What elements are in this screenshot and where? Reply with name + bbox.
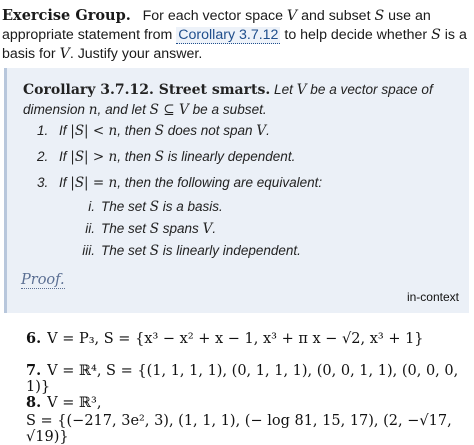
item-text: If [59, 175, 71, 190]
item-math: |S| > n [70, 149, 118, 165]
intro-text: and subset [297, 8, 375, 24]
intro-text: to help decide whether [280, 27, 432, 43]
math-V: V [296, 82, 307, 98]
exercise-number: 8. [26, 394, 42, 411]
subitem-number: iii. [82, 243, 95, 258]
corollary-statement: be a subset. [188, 102, 267, 117]
in-context-link[interactable]: in-context [406, 290, 459, 304]
exercise-math: V = P₃, S = {x³ − x² + x − 1, x³ + π x − √2, x³ + 1} [47, 331, 424, 347]
corollary-statement: be a vector space of dimension [23, 82, 433, 117]
item-text: If [59, 149, 71, 164]
subitem-text: The set [101, 221, 150, 236]
subitem-math: V [202, 221, 213, 237]
subitem-text: The set [101, 243, 150, 258]
item-math: |S| < n [70, 123, 118, 139]
exercise-item [26, 362, 474, 395]
corollary-header [23, 80, 463, 120]
corollary-statement: Let [274, 82, 297, 97]
exercise-number: 6. [26, 330, 42, 347]
math-V: V [59, 46, 70, 62]
sub-list-item [77, 199, 223, 215]
math-n: n [88, 102, 98, 118]
subitem-text: spans [159, 221, 203, 236]
math-S: S [431, 27, 441, 43]
corollary-statement: , and let [97, 102, 150, 117]
item-text: . [266, 123, 270, 138]
item-math: V [256, 123, 267, 139]
subitem-text: The set [101, 199, 150, 214]
list-item [37, 174, 322, 192]
subitem-math: S [149, 199, 160, 215]
corollary-box [4, 68, 469, 313]
item-text: does not span [163, 123, 257, 138]
subitem-number: ii. [85, 221, 95, 236]
exercise-intro [2, 6, 470, 64]
intro-text: is a basis for [2, 27, 467, 62]
item-text: , then [117, 149, 155, 164]
item-text: , then the following are equivalent: [117, 175, 323, 190]
corollary-title: Corollary 3.7.12. Street smarts. [23, 82, 271, 98]
subitem-text: is a basis. [159, 199, 223, 214]
item-number: 2. [37, 149, 49, 164]
item-math: S [154, 149, 164, 165]
corollary-link[interactable]: Corollary 3.7.12 [178, 27, 279, 43]
math-V: V [286, 8, 298, 24]
exercise-item [26, 330, 424, 347]
item-math: |S| = n [70, 175, 118, 191]
exercise-math: V = ℝ³, [47, 395, 102, 411]
item-text: If [59, 123, 71, 138]
sub-list-item [77, 243, 301, 259]
subitem-math: S [149, 243, 160, 259]
exercise-number: 7. [26, 362, 42, 379]
subitem-math: S [149, 221, 160, 237]
math-subset: S ⊆ V [149, 102, 189, 118]
subitem-text: is linearly independent. [159, 243, 301, 258]
intro-text: For each vector space [142, 8, 287, 24]
exercise-group-title: Exercise Group. [2, 7, 131, 24]
item-text: is linearly dependent. [163, 149, 296, 164]
sub-list-item [77, 221, 216, 237]
item-math: S [154, 123, 164, 139]
item-number: 3. [37, 175, 49, 190]
proof-link[interactable]: Proof. [21, 272, 65, 288]
exercise-math: V = ℝ⁴, S = {(1, 1, 1, 1), (0, 1, 1, 1), (0, 0, 1, 1), (0, 0, 0, 1)} [26, 363, 459, 395]
exercise-item-line2 [26, 413, 474, 445]
subitem-number: i. [88, 199, 95, 214]
exercise-item [26, 394, 101, 411]
list-item [37, 148, 295, 166]
exercise-math: S = {(−217, 3e², 3), (1, 1, 1), (− log 81, 15, 17), (2, −√17, √19)} [26, 413, 452, 445]
list-item [37, 122, 270, 140]
math-S: S [374, 8, 385, 24]
intro-text: use an appropriate statement from [2, 8, 431, 43]
intro-text: . Justify your answer. [69, 46, 203, 62]
item-text: , then [117, 123, 155, 138]
subitem-text: . [212, 221, 217, 236]
item-number: 1. [37, 123, 49, 138]
